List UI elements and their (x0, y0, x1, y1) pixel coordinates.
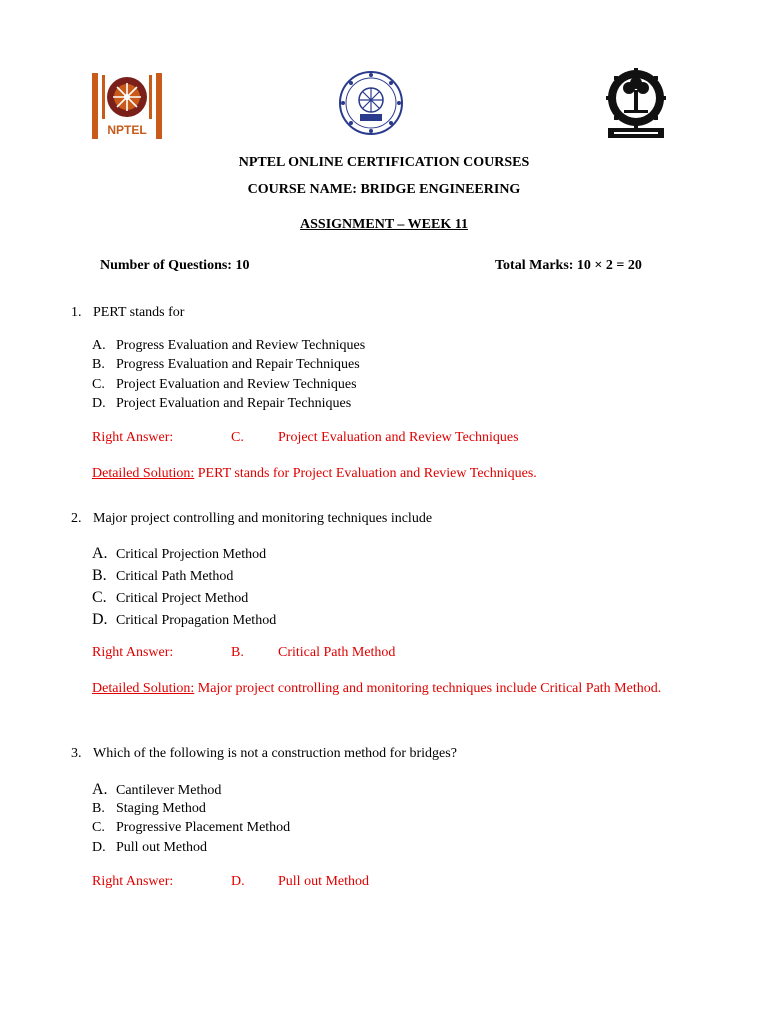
answer-text: Critical Path Method (278, 645, 396, 660)
option-3c (92, 820, 290, 836)
question-text: Major project controlling and monitoring techniques include (93, 511, 433, 526)
iit-madras-emblem-icon (338, 70, 404, 136)
solution-2 (92, 679, 675, 698)
num-questions: Number of Questions: 10 (100, 258, 250, 273)
option-letter: B. (92, 567, 107, 584)
question-number: 1. (71, 305, 82, 320)
answer-letter: D. (231, 874, 245, 889)
question-2 (71, 511, 432, 527)
answer-text: Project Evaluation and Review Techniques (278, 430, 519, 445)
option-letter: D. (92, 840, 106, 855)
nptel-logo-text: NPTEL (107, 123, 147, 137)
option-letter: C. (92, 589, 107, 606)
option-2d (92, 611, 276, 629)
option-letter: C. (92, 820, 105, 835)
nptel-logo (92, 73, 162, 139)
solution-label: Detailed Solution: (92, 466, 195, 481)
option-text: Critical Project Method (116, 591, 249, 606)
course-series-title: NPTEL ONLINE CERTIFICATION COURSES (238, 155, 530, 170)
option-text: Cantilever Method (116, 783, 222, 798)
answer-label: Right Answer: (92, 645, 174, 660)
solution-text: PERT stands for Project Evaluation and Review Techniques. (194, 466, 537, 481)
option-letter: D. (92, 396, 106, 411)
question-number: 3. (71, 746, 82, 761)
question-text: PERT stands for (93, 305, 185, 320)
assignment-title (0, 217, 768, 233)
solution-1 (92, 464, 675, 483)
option-text: Staging Method (116, 801, 206, 816)
option-2a (92, 545, 266, 563)
answer-letter: C. (231, 430, 244, 445)
option-text: Progressive Placement Method (116, 820, 291, 835)
option-text: Project Evaluation and Review Techniques (116, 377, 357, 392)
option-1b (92, 357, 360, 373)
option-letter: A. (92, 545, 108, 562)
total-marks: Total Marks: 10 × 2 = 20 (495, 258, 642, 273)
option-letter: C. (92, 377, 105, 392)
iit-kharagpur-logo (602, 68, 670, 140)
answer-label: Right Answer: (92, 430, 174, 445)
option-1d (92, 396, 351, 412)
answer-letter: B. (231, 645, 244, 660)
option-1a (92, 338, 365, 354)
option-text: Critical Projection Method (116, 547, 267, 562)
option-3a (92, 781, 221, 799)
option-letter: B. (92, 801, 105, 816)
option-3b (92, 801, 206, 817)
course-name: COURSE NAME: BRIDGE ENGINEERING (247, 182, 521, 197)
option-letter: A. (92, 781, 108, 798)
option-3d (92, 840, 207, 856)
answer-text: Pull out Method (278, 874, 370, 889)
option-text: Critical Path Method (116, 569, 234, 584)
option-letter: A. (92, 338, 106, 353)
assignment-title-text: ASSIGNMENT – WEEK 11 (300, 217, 468, 232)
option-1c (92, 377, 357, 393)
option-letter: D. (92, 611, 108, 628)
solution-label: Detailed Solution: (92, 681, 195, 696)
option-2c (92, 589, 248, 607)
answer-label: Right Answer: (92, 874, 174, 889)
option-text: Progress Evaluation and Review Techniques (116, 338, 366, 353)
question-1 (71, 305, 184, 321)
option-2b (92, 567, 233, 585)
solution-text: Major project controlling and monitoring techniques include Critical Path Method. (194, 681, 662, 696)
option-text: Critical Propagation Method (116, 613, 277, 628)
question-3 (71, 746, 457, 762)
option-letter: B. (92, 357, 105, 372)
iit-kharagpur-emblem-icon (602, 68, 670, 140)
option-text: Project Evaluation and Repair Techniques (116, 396, 352, 411)
iit-madras-logo (338, 70, 404, 136)
option-text: Progress Evaluation and Repair Techniques (116, 357, 360, 372)
question-number: 2. (71, 511, 82, 526)
option-text: Pull out Method (116, 840, 208, 855)
question-text: Which of the following is not a construction method for bridges? (93, 746, 457, 761)
